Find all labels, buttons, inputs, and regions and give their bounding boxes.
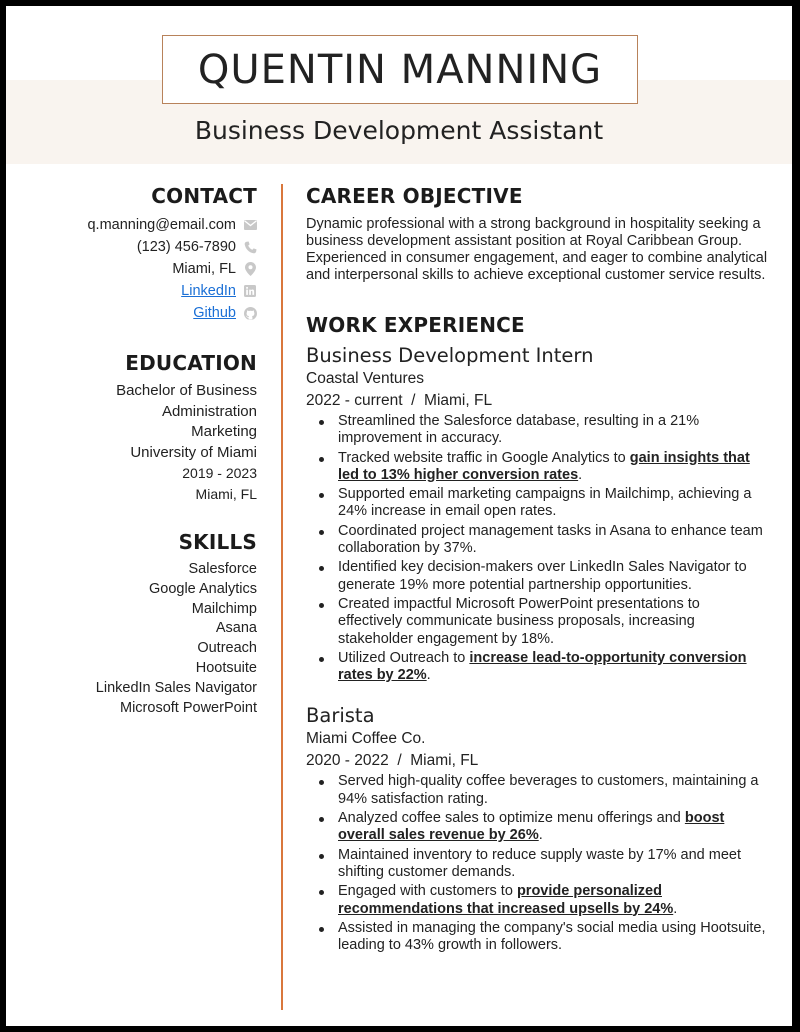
highlight-text: provide personalized recommendations that increased upsells by 24% [338, 883, 674, 917]
job-role: Business Development Intern [306, 344, 594, 367]
bullet-item: Coordinated project management tasks in Asana to enhance team collaboration by 37%. [306, 523, 768, 558]
bullet-item: Tracked website traffic in Google Analytics to gain insights that led to 13% higher conversion rates. [306, 450, 768, 485]
contact-phone [6, 236, 257, 258]
degree-line-2: Administration [161, 402, 257, 420]
bullet-item: Analyzed coffee sales to optimize menu offerings and boost overall sales revenue by 26%. [306, 810, 768, 845]
highlight-text: boost overall sales revenue by 26% [338, 810, 725, 844]
skill-item: Google Analytics [148, 580, 257, 597]
job-role: Barista [306, 704, 375, 728]
map-pin-icon [243, 262, 257, 276]
objective-heading: CAREER OBJECTIVE [306, 184, 523, 208]
skills-heading: SKILLS [178, 530, 257, 554]
phone-icon [243, 240, 257, 254]
job-dates: 2022 - current / Miami, FL [306, 392, 493, 409]
job-entry [306, 704, 768, 954]
location-text: Miami, FL [172, 261, 236, 277]
column-divider [281, 184, 283, 1010]
bullet-item: Created impactful Microsoft PowerPoint presentations to effectively communicate business proposals, increasing stakeholder engagement by 18%. [306, 596, 768, 648]
skill-item: Outreach [197, 640, 257, 657]
bullet-item: Engaged with customers to provide personalized recommendations that increased upsells by 24%. [306, 883, 768, 918]
contact-list [6, 214, 257, 324]
skill-item: Hootsuite [195, 659, 257, 676]
job-bullets [306, 413, 768, 684]
candidate-name: QUENTIN MANNING [197, 46, 603, 93]
education-block [6, 381, 257, 504]
linkedin-icon [243, 284, 257, 298]
bullet-item: Identified key decision-makers over LinkedIn Sales Navigator to generate 19% more potential partnership opportunities. [306, 559, 768, 594]
bullet-item: Utilized Outreach to increase lead-to-opportunity conversion rates by 22%. [306, 650, 768, 685]
experience-heading: WORK EXPERIENCE [306, 313, 525, 337]
skill-item: Asana [215, 620, 257, 637]
skill-item: LinkedIn Sales Navigator [95, 679, 257, 696]
skill-item: Microsoft PowerPoint [120, 699, 257, 716]
skill-item: Salesforce [188, 561, 257, 577]
degree-line-1: Bachelor of Business [116, 382, 257, 399]
left-column [6, 184, 257, 718]
contact-email [6, 214, 257, 236]
job-bullets [306, 773, 768, 954]
contact-linkedin [6, 280, 257, 302]
education-location: Miami, FL [195, 485, 257, 502]
name-box [162, 35, 638, 104]
job-company: Coastal Ventures [306, 370, 425, 387]
skill-item: Mailchimp [191, 600, 257, 617]
right-column [306, 184, 768, 956]
education-heading: EDUCATION [125, 351, 257, 375]
objective-text: Dynamic professional with a strong background in hospitality seeking a business development assistant position at Royal Caribbean Group. Experienced in consumer engagement, and eager to combine analytical and interpersonal skills to achieve exceptional customer service results. [306, 216, 768, 283]
contact-heading: CONTACT [151, 184, 257, 208]
bullet-item: Served high-quality coffee beverages to customers, maintaining a 94% satisfaction rating. [306, 773, 768, 808]
resume-page [6, 6, 792, 1026]
envelope-icon [243, 218, 257, 232]
job-entry [306, 344, 768, 684]
bullet-item: Assisted in managing the company's social media using Hootsuite, leading to 43% growth in followers. [306, 920, 768, 955]
major: Marketing [191, 423, 257, 440]
bullet-item: Maintained inventory to reduce supply waste by 17% and meet shifting customer demands. [306, 847, 768, 882]
job-company: Miami Coffee Co. [306, 730, 426, 748]
phone-text: (123) 456-7890 [136, 239, 236, 255]
contact-location [6, 258, 257, 280]
contact-github [6, 302, 257, 324]
linkedin-link[interactable]: LinkedIn [181, 283, 236, 299]
bullet-item: Supported email marketing campaigns in Mailchimp, achieving a 24% increase in email open rates. [306, 486, 768, 521]
github-link[interactable]: Github [193, 305, 236, 321]
skills-list [6, 560, 257, 718]
highlight-text: increase lead-to-opportunity conversion rates by 22% [338, 649, 747, 684]
education-years: 2019 - 2023 [182, 465, 257, 481]
job-dates: 2020 - 2022 / Miami, FL [306, 752, 479, 770]
job-title: Business Development Assistant [194, 116, 604, 145]
school: University of Miami [130, 443, 257, 461]
email-text[interactable]: q.manning@email.com [87, 217, 236, 233]
github-icon [243, 306, 257, 320]
bullet-item: Streamlined the Salesforce database, resulting in a 21% improvement in accuracy. [306, 413, 768, 448]
highlight-text: gain insights that led to 13% higher conversion rates [338, 449, 750, 483]
